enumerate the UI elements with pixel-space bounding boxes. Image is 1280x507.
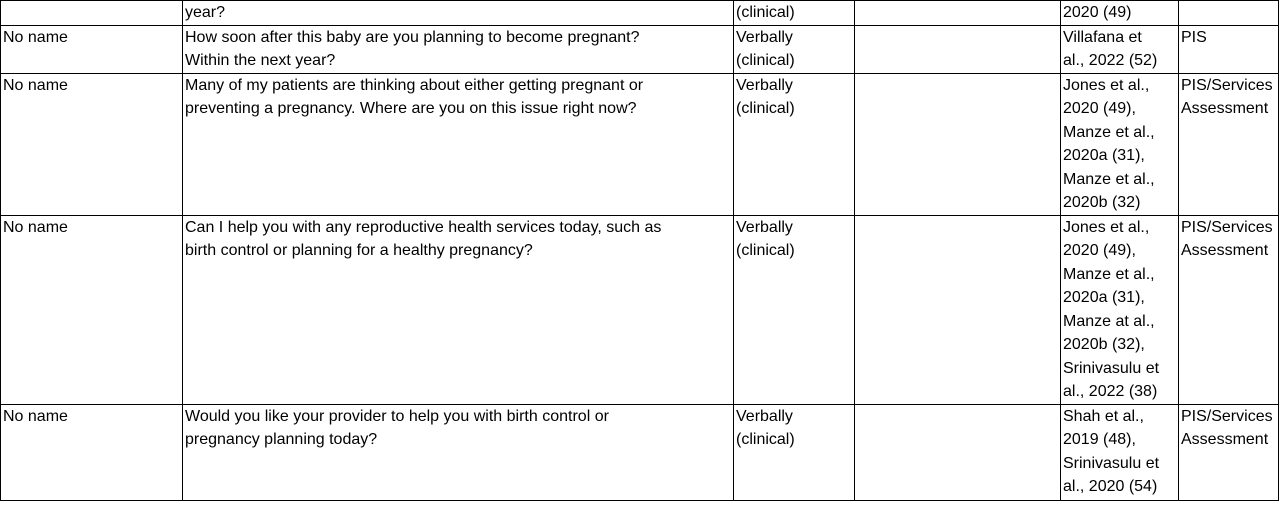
references-cell: Villafana et al., 2022 (52) <box>1061 25 1179 73</box>
blank-cell <box>855 25 1061 73</box>
references-cell: Jones et al., 2020 (49), Manze et al., 2020a (31), Manze at al., 2020b (32), Srinivasulu et al., 2022 (38) <box>1061 215 1179 404</box>
tool-name-cell: No name <box>1 215 183 404</box>
blank-cell <box>855 404 1061 500</box>
administration-mode-cell: Verbally (clinical) <box>734 25 855 73</box>
question-cell: Would you like your provider to help you with birth control or pregnancy planning today? <box>183 404 734 500</box>
blank-cell <box>855 1 1061 26</box>
references-cell: 2020 (49) <box>1061 1 1179 26</box>
table-row <box>1 215 1279 404</box>
administration-mode-cell: Verbally (clinical) <box>734 73 855 215</box>
table-row <box>1 25 1279 73</box>
tool-name-cell: No name <box>1 73 183 215</box>
purpose-cell: PIS/Services Assessment <box>1179 73 1279 215</box>
purpose-cell: PIS <box>1179 25 1279 73</box>
administration-mode-cell: (clinical) <box>734 1 855 26</box>
tool-name-cell: No name <box>1 25 183 73</box>
administration-mode-cell: Verbally (clinical) <box>734 404 855 500</box>
question-cell: Many of my patients are thinking about either getting pregnant or preventing a pregnancy. Where are you on this issue right now? <box>183 73 734 215</box>
table-row <box>1 404 1279 500</box>
question-cell: year? <box>183 1 734 26</box>
question-cell: How soon after this baby are you planning to become pregnant? Within the next year? <box>183 25 734 73</box>
blank-cell <box>855 215 1061 404</box>
blank-cell <box>855 73 1061 215</box>
references-cell: Jones et al., 2020 (49), Manze et al., 2020a (31), Manze et al., 2020b (32) <box>1061 73 1179 215</box>
tool-name-cell: No name <box>1 404 183 500</box>
purpose-cell: PIS/Services Assessment <box>1179 404 1279 500</box>
purpose-cell <box>1179 1 1279 26</box>
table-row <box>1 73 1279 215</box>
question-cell: Can I help you with any reproductive health services today, such as birth control or planning for a healthy pregnancy? <box>183 215 734 404</box>
purpose-cell: PIS/Services Assessment <box>1179 215 1279 404</box>
administration-mode-cell: Verbally (clinical) <box>734 215 855 404</box>
table-row <box>1 1 1279 26</box>
tool-name-cell <box>1 1 183 26</box>
references-cell: Shah et al., 2019 (48), Srinivasulu et al., 2020 (54) <box>1061 404 1179 500</box>
